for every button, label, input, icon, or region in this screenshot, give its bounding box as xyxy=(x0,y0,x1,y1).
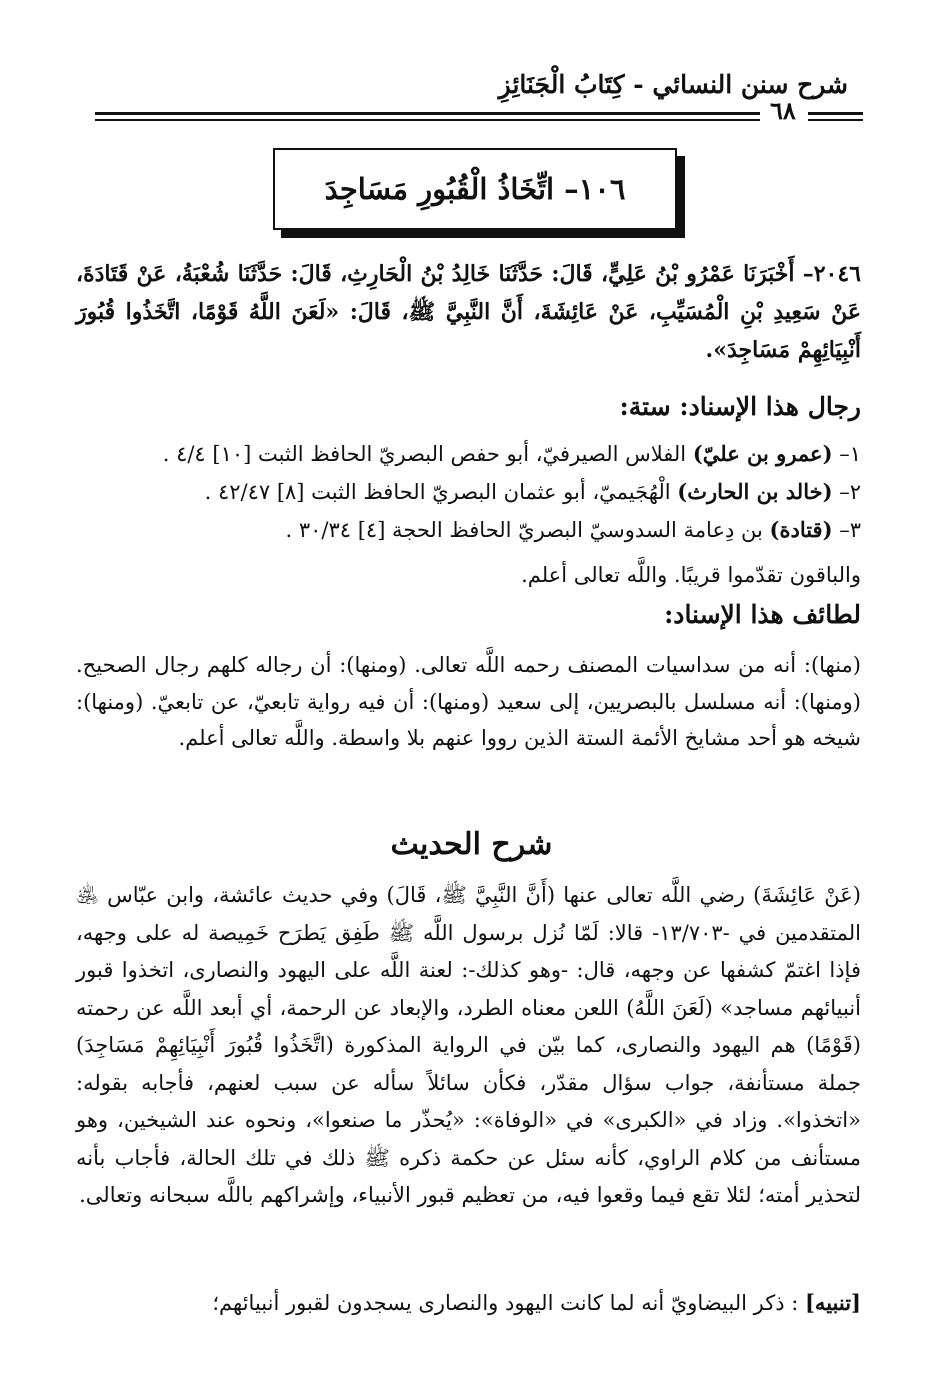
lataif-text: (منها): أنه من سداسيات المصنف رحمه اللَّه تعالى. (ومنها): أن رجاله كلهم رجال الصحيح. (ومنها): أنه مسلسل بالبصريين، إلى سعيد (ومنها): أن فيه رواية تابعيّ، عن تابعيّ. (ومنها): شيخه هو أحد مشايخ الأئمة الستة الذين رووا عنهم بلا واسطة. واللَّه تعالى أعلم. xyxy=(76,653,861,750)
header-rule-thin xyxy=(95,119,760,121)
narrator-number: ٣– xyxy=(839,518,861,542)
narrator-name: (قتادة) xyxy=(769,517,833,542)
lataif-heading: لطائف هذا الإسناد: xyxy=(664,600,861,629)
narrator-name: (خالد بن الحارث) xyxy=(677,479,833,504)
narrator-name: (عمرو بن عليّ) xyxy=(692,441,833,466)
sharh-text: (عَنْ عَائِشَةَ) رضي اللَّه تعالى عنها (أَنَّ النَّبِيَّ ﷺ، قَالَ) وفي حديث عائشة، وابن عبّاس ﵁ المتقدمين في -١٣/٧٠٣- قالا: لَمّا نُزل برسول اللَّه ﷺ طَفِق يَطرَح خَمِيصة له على وجهه، فإذا اغتمّ كشفها عن وجهه، قال: -وهو كذلك-: لعنة اللَّه على اليهود والنصارى، اتخذوا قبور أنبيائهم مساجد» (لَعَنَ اللَّهُ) اللعن معناه الطرد، والإبعاد عن الرحمة، أي أبعد اللَّه عن رحمته (قَوْمًا) هم اليهود والنصارى، كما بيّن في الرواية المذكورة (اتَّخَذُوا قُبُورَ أَنْبِيَائِهِمْ مَسَاجِدَ) جملة مستأنفة، جواب سؤال مقدّر، فكأن سائلاً سأله عن سبب لعنهم، فأجابه بقوله: «اتخذوا». وزاد في «الكبرى» في «الوفاة»: «يُحذّر ما صنعوا»، ونحوه عند الشيخين، وهو مستأنف من كلام الراوي، كأنه سئل عن حكمة ذكره ﷺ ذلك في تلك الحالة، فأجاب بأنه لتحذير أمته؛ لئلا تقع فيما وقعوا فيه، من تعظيم قبور الأنبياء، وإشراكهم باللَّه سبحانه وتعالى. xyxy=(76,883,861,1207)
narrator-item-3 xyxy=(76,512,861,548)
narrator-description: بن دِعامة السدوسيّ البصريّ الحافظ الحجة [٤] ٣٠/٣٤ . xyxy=(285,518,770,542)
narrator-item-2 xyxy=(76,474,861,510)
note-text: : ذكر البيضاويّ أنه لما كانت اليهود والنصارى يسجدون لقبور أنبيائهم؛ xyxy=(212,1291,805,1315)
note-label: [تنبيه] xyxy=(805,1290,861,1315)
lataif-text-block xyxy=(76,647,861,757)
sharh-heading: شرح الحديث xyxy=(390,827,553,862)
narrators-heading: رجال هذا الإسناد: ستة: xyxy=(619,392,861,421)
page-number-rule-thin xyxy=(808,119,863,121)
sharh-text-block xyxy=(76,877,861,1215)
narrator-description: الفلاس الصيرفيّ، أبو حفص البصريّ الحافظ الثبت [١٠] ٤/٤ . xyxy=(162,442,693,466)
narrator-number: ١– xyxy=(839,442,861,466)
hadith-text: ٢٠٤٦– أَخْبَرَنَا عَمْرُو بْنُ عَلِيٍّ، قَالَ: حَدَّثَنَا خَالِدُ بْنُ الْحَارِثِ، قَالَ: حَدَّثَنَا شُعْبَةُ، عَنْ قَتَادَةَ، عَنْ سَعِيدِ بْنِ الْمُسَيِّبِ، عَنْ عَائِشَةَ، أَنَّ النَّبِيَّ ﷺ، قَالَ: «لَعَنَ اللَّهُ قَوْمًا، اتَّخَذُوا قُبُورَ أَنْبِيَائِهِمْ مَسَاجِدَ». xyxy=(76,261,861,363)
header-rule-thick xyxy=(95,112,760,115)
chapter-title: ١٠٦– اتِّخَاذُ الْقُبُورِ مَسَاجِدَ xyxy=(324,172,626,206)
narrator-item-1 xyxy=(76,436,861,472)
hadith-text-block xyxy=(76,255,861,369)
note-line xyxy=(76,1285,861,1321)
narrator-number: ٢– xyxy=(839,480,861,504)
narrators-closing: والباقون تقدّموا قريبًا. واللَّه تعالى أعلم. xyxy=(521,563,861,587)
narrator-description: الْهُجَيميّ، أبو عثمان البصريّ الحافظ الثبت [٨] ٤٢/٤٧ . xyxy=(204,480,678,504)
page-number: ٦٨ xyxy=(770,96,796,125)
chapter-title-box xyxy=(273,148,677,230)
page-number-rule-thick xyxy=(808,112,863,115)
running-header-title: شرح سنن النسائي - كِتَابُ الْجَنَائِزِ xyxy=(498,70,848,99)
